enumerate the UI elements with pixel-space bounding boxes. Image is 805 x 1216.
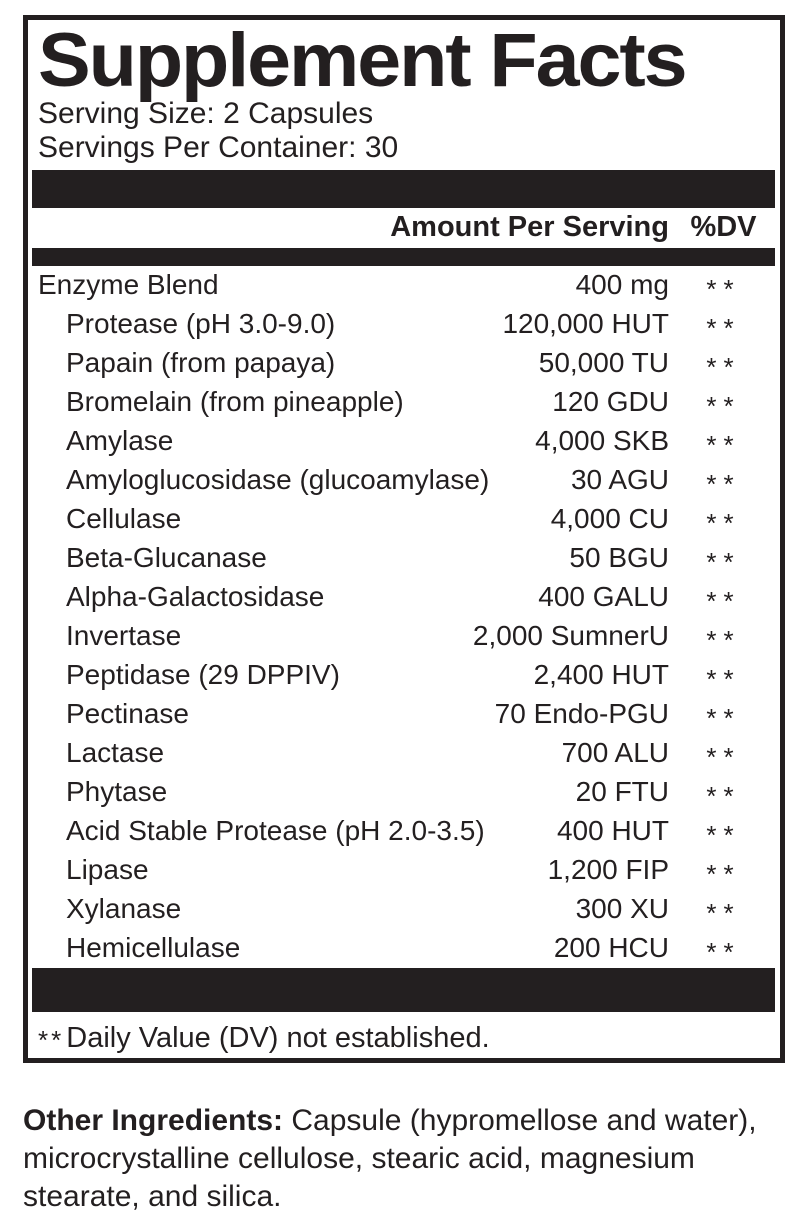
ingredient-dv: ** [706,429,741,460]
table-row [28,812,780,851]
servings-per-container: Servings Per Container: 30 [38,130,399,164]
table-row [28,461,780,500]
footnote-asterisks: ** [38,1024,65,1055]
ingredient-dv: ** [706,624,741,655]
other-ingredients-label: Other Ingredients: [23,1104,284,1137]
ingredient-amount: 400 HUT [556,815,669,847]
ingredient-amount: 50 BGU [569,542,669,574]
ingredient-name: Hemicellulase [66,932,241,964]
ingredient-amount: 200 HCU [553,932,669,964]
ingredient-name: Papain (from papaya) [66,347,336,379]
table-row [28,890,780,929]
ingredient-dv: ** [706,312,741,343]
ingredient-dv: ** [706,390,741,421]
ingredient-amount: 300 XU [575,893,669,925]
table-row [28,578,780,617]
ingredient-amount: 4,000 SKB [535,425,669,457]
ingredient-dv: ** [706,858,741,889]
other-ingredients-line-1: Capsule (hypromellose and water), [283,1104,757,1137]
ingredient-dv: ** [706,546,741,577]
ingredient-name: Cellulase [66,503,182,535]
table-row [28,851,780,890]
ingredient-dv: ** [706,273,741,304]
ingredient-amount: 120,000 HUT [502,308,669,340]
table-row [28,539,780,578]
other-ingredients-line-3: stearate, and silica. [23,1180,282,1213]
footnote [28,1012,780,1054]
ingredient-dv: ** [706,819,741,850]
other-ingredients [23,1102,763,1216]
ingredient-name: Bromelain (from pineapple) [66,386,404,418]
ingredient-name: Lipase [66,854,149,886]
ingredient-amount: 1,200 FIP [547,854,669,886]
footnote-text: Daily Value (DV) not established. [66,1021,490,1054]
ingredient-name: Xylanase [66,893,182,925]
ingredient-dv: ** [706,702,741,733]
supplement-rows [28,266,780,968]
ingredient-amount: 4,000 CU [550,503,669,535]
table-row [28,695,780,734]
table-row [28,734,780,773]
dv-column-header: %DV [690,211,757,244]
separator-bar-thick-top [32,170,775,208]
ingredient-amount: 2,000 SumnerU [472,620,669,652]
ingredient-name: Peptidase (29 DPPIV) [66,659,340,691]
ingredient-amount: 700 ALU [561,737,669,769]
ingredient-dv: ** [706,780,741,811]
table-row [28,773,780,812]
ingredient-amount: 400 mg [575,269,669,301]
other-ingredients-line-2: microcrystalline cellulose, stearic acid, magnesium [23,1142,695,1175]
table-row [28,929,780,968]
ingredient-amount: 30 AGU [570,464,669,496]
ingredient-name: Alpha-Galactosidase [66,581,325,613]
ingredient-amount: 20 FTU [575,776,669,808]
table-row [28,383,780,422]
ingredient-amount: 120 GDU [552,386,669,418]
ingredient-name: Enzyme Blend [38,269,219,301]
ingredient-dv: ** [706,741,741,772]
supplement-facts-panel [23,15,785,1063]
ingredient-name: Pectinase [66,698,189,730]
ingredient-dv: ** [706,351,741,382]
ingredient-name: Phytase [66,776,168,808]
ingredient-name: Lactase [66,737,165,769]
amount-column-header: Amount Per Serving [390,211,669,244]
table-row [28,344,780,383]
ingredient-dv: ** [706,468,741,499]
panel-title: Supplement Facts [38,18,686,103]
ingredient-name: Protease (pH 3.0-9.0) [66,308,336,340]
separator-bar-thick-bottom [32,968,775,1012]
ingredient-amount: 70 Endo-PGU [494,698,669,730]
table-row [28,617,780,656]
ingredient-dv: ** [706,897,741,928]
ingredient-name: Invertase [66,620,182,652]
table-row [28,266,780,305]
ingredient-amount: 50,000 TU [538,347,669,379]
separator-bar-thin [32,248,775,266]
ingredient-name: Amylase [66,425,174,457]
table-row [28,500,780,539]
ingredient-name: Beta-Glucanase [66,542,267,574]
ingredient-amount: 2,400 HUT [533,659,669,691]
table-row [28,422,780,461]
ingredient-dv: ** [706,663,741,694]
column-header-row [28,208,780,248]
ingredient-dv: ** [706,936,741,967]
ingredient-name: Amyloglucosidase (glucoamylase) [66,464,490,496]
ingredient-dv: ** [706,585,741,616]
ingredient-amount: 400 GALU [538,581,669,613]
table-row [28,305,780,344]
ingredient-name: Acid Stable Protease (pH 2.0-3.5) [66,815,485,847]
serving-size: Serving Size: 2 Capsules [38,96,374,130]
table-row [28,656,780,695]
ingredient-dv: ** [706,507,741,538]
